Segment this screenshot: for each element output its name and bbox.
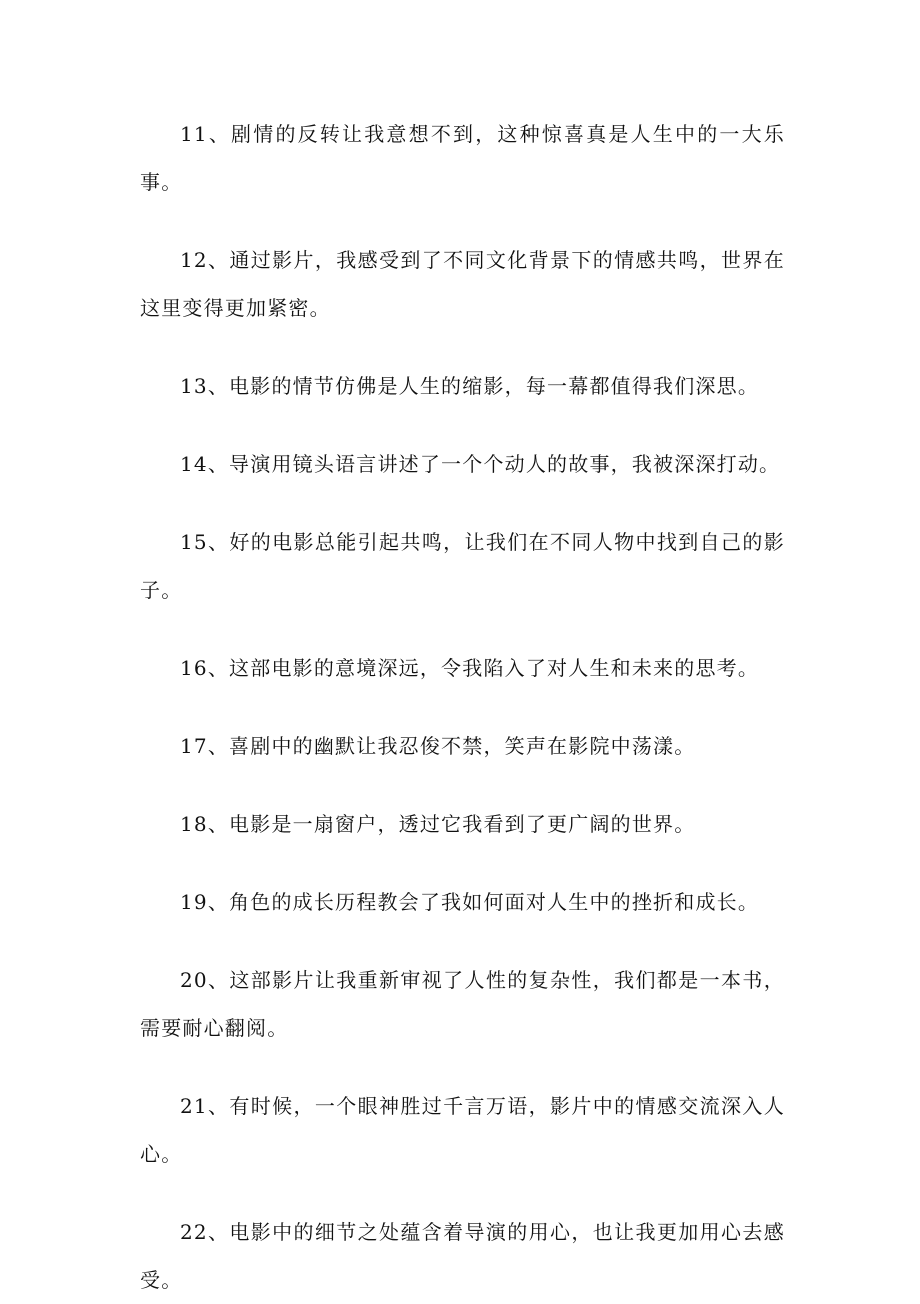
paragraph-12: 12、通过影片，我感受到了不同文化背景下的情感共鸣，世界在这里变得更加紧密。: [140, 248, 785, 320]
paragraph-16: 16、这部电影的意境深远，令我陷入了对人生和未来的思考。: [180, 656, 760, 680]
paragraph-14: 14、导演用镜头语言讲述了一个个动人的故事，我被深深打动。: [180, 452, 781, 476]
document-body: [140, 110, 785, 1304]
paragraph-11: 11、剧情的反转让我意想不到，这种惊喜真是人生中的一大乐事。: [140, 122, 785, 194]
paragraph-15: 15、好的电影总能引起共鸣，让我们在不同人物中找到自己的影子。: [140, 530, 785, 602]
paragraph-21: 21、有时候，一个眼神胜过千言万语，影片中的情感交流深入人心。: [140, 1094, 785, 1166]
paragraph-18: 18、电影是一扇窗户，透过它我看到了更广阔的世界。: [180, 812, 696, 836]
paragraph-13: 13、电影的情节仿佛是人生的缩影，每一幕都值得我们深思。: [180, 374, 760, 398]
paragraph-17: 17、喜剧中的幽默让我忍俊不禁，笑声在影院中荡漾。: [180, 734, 696, 758]
paragraph-20: 20、这部影片让我重新审视了人性的复杂性，我们都是一本书，需要耐心翻阅。: [140, 968, 785, 1040]
paragraph-22: 22、电影中的细节之处蕴含着导演的用心，也让我更加用心去感受。: [140, 1220, 785, 1292]
paragraph-19: 19、角色的成长历程教会了我如何面对人生中的挫折和成长。: [180, 890, 760, 914]
